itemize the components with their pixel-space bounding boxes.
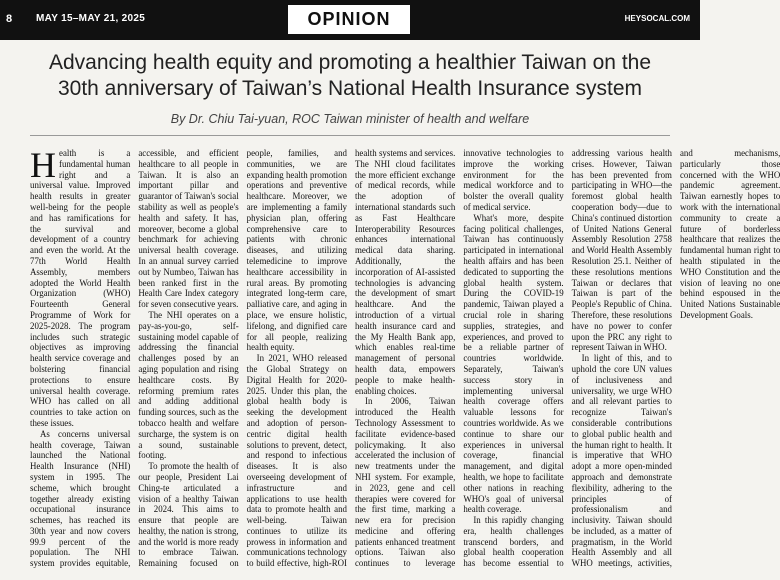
paragraph-8: In this rapidly changing era, health challenges transcend borders, and global health cooperation has become essential to addressing various health crises. However, Taiwan has been prevented from participating in WHO—the foremost global health cooperation body—due to China's continued distortion of United Nations General Assembly Resolution 2758 and World Health Assembly Resolution 25.1. Neither of these resolutions mentions Taiwan or declares that Taiwan is part of the People's Republic of China. Therefore, these resolutions have no power to confer upon the PRC any right to represent Taiwan in WHO. bbox=[463, 148, 672, 569]
paragraph-4: To promote the health of our people, President Lai Ching-te articulated a vision of a healthy Taiwan in 2024. This aims to ensure that people are healthy, the nation is strong, and the world is more ready to embrace Taiwan. Remaining focused on people, families, and communities, we are expanding health promotion operations and preventive healthcare. Moreover, we are implementing a family physician plan, offering comprehensive care to patients with chronic diseases, and utilizing telemedicine to improve healthcare accessibility in rural areas. By promoting integrated long-term care, palliative care, and aging in place, we ensure holistic, lifelong, and dignified care for all people, realizing health equity. bbox=[138, 148, 347, 569]
article-headline: Advancing health equity and promoting a healthier Taiwan on the 30th anniversary of Taiwan’s National Health Insurance system bbox=[48, 51, 652, 100]
website-link[interactable]: HEYSOCAL.COM bbox=[624, 14, 690, 23]
article-byline: By Dr. Chiu Tai-yuan, ROC Taiwan minister of health and welfare bbox=[170, 112, 530, 126]
issue-date: MAY 15–MAY 21, 2025 bbox=[36, 13, 146, 24]
page-number: 8 bbox=[6, 13, 13, 25]
masthead-bar bbox=[0, 0, 700, 40]
paragraph-1 bbox=[30, 145, 131, 429]
paragraph-3: The NHI operates on a pay-as-you-go, self-sustaining model capable of addressing the financial challenges posed by an aging population and rising healthcare costs. By reforming premium rates and adding additional funding sources, such as the tobacco health and welfare surcharge, the system is on a sound, sustainable footing. bbox=[138, 309, 239, 461]
divider bbox=[30, 135, 670, 136]
paragraph-7: What's more, despite facing political challenges, Taiwan has continuously participated in international health affairs and has been dedicated to supporting the global health system. During the COVID-19 pandemic, Taiwan played a crucial role in sharing supplies, strategies, and experiences, and proved to be a reliable partner of countries worldwide. Separately, Taiwan's success story in implementing universal health coverage offers valuable lessons for countries worldwide. As we continue to share our experiences in universal coverage, financial management, and digital health, we hope to facilitate other nations in reaching WHO's goal of universal health coverage. bbox=[463, 212, 564, 515]
paragraph-9: In light of this, and to uphold the core UN values of inclusiveness and universality, we urge WHO and all relevant parties to recognize Taiwan's considerable contributions to global public health and the human right to health. It is imperative that WHO adopt a more open-minded approach and demonstrate flexibility, adhering to the principles of professionalism and inclusivity. Taiwan should be included, as a matter of pragmatism, in the World Health Assembly and all WHO meetings, activities, and mechanisms, particularly those concerned with the WHO pandemic agreement. Taiwan earnestly hopes to work with the international community to create a future of borderless healthcare that realizes the fundamental human right to health stipulated in the WHO Constitution and the vision of leaving no one behind espoused in the United Nations Sustainable Development Goals. bbox=[571, 148, 780, 569]
paragraph-2: As concerns universal health coverage, Taiwan launched the National Health Insurance (NHI) system in 1995. The scheme, which brought together already existing occupational insurance schemes, has reached its 30th year and now covers 99.9 percent of the population. The NHI system provides equitable, accessible, and efficient healthcare to all people in Taiwan. It is also an important pillar and guarantor of Taiwan's social stability as well as people's health and safety. It has, moreover, become a global benchmark for achieving universal health coverage. In an annual survey carried out by Numbeo, Taiwan has been ranked first in the Health Care Index category for seven consecutive years. bbox=[30, 148, 239, 569]
section-title: OPINION bbox=[288, 5, 410, 34]
paragraph-6: In 2006, Taiwan introduced the Health Technology Assessment to facilitate evidence-based policymaking. It also accelerated the inclusion of new treatments under the NHI system. For example, in 2023, gene and cell therapies were covered for the first time, marking a new era for precision medicine and offering patients enhanced treatment options. Taiwan also continues to leverage innovative technologies to improve the working environment for the medical workforce and to bolster the overall quality of medical service. bbox=[354, 148, 564, 569]
article-body bbox=[30, 145, 780, 576]
paragraph-5: In 2021, WHO released the Global Strategy on Digital Health for 2020-2025. Under this plan, the global health body is seeking the development and adoption of person-centric digital health solutions to prevent, detect, and respond to infectious diseases. It is also overseeing development of infrastructure and applications to use health data to promote health and well-being. Taiwan continues to utilize its prowess in information and communications technology to build effective, high-ROI health systems and services. The NHI cloud facilitates the more efficient exchange of medical records, while the adoption of international standards such as Fast Healthcare Interoperability Resources enhances international medical data sharing. Additionally, the incorporation of AI-assisted technologies is advancing the development of smart healthcare. And the introduction of a virtual health insurance card and the My Health Bank app, which enables real-time management of personal health data, empowers people to make health-enabling choices. bbox=[246, 148, 456, 569]
paragraph-1-text: ealth is a fundamental human right and a universal value. Improved health results in greater well-being for the people and has ramifications for the survival and development of a country and even the world. At the 77th World Health Assembly, members adopted the World Health Organization (WHO) Fourteenth General Programme of Work for 2025-2028. The program includes such strategic objectives as improving health service coverage and bolstering financial protections to ensure universal health coverage. WHO has called on all countries to take action on these issues. bbox=[30, 148, 131, 428]
drop-cap: H bbox=[30, 145, 56, 185]
